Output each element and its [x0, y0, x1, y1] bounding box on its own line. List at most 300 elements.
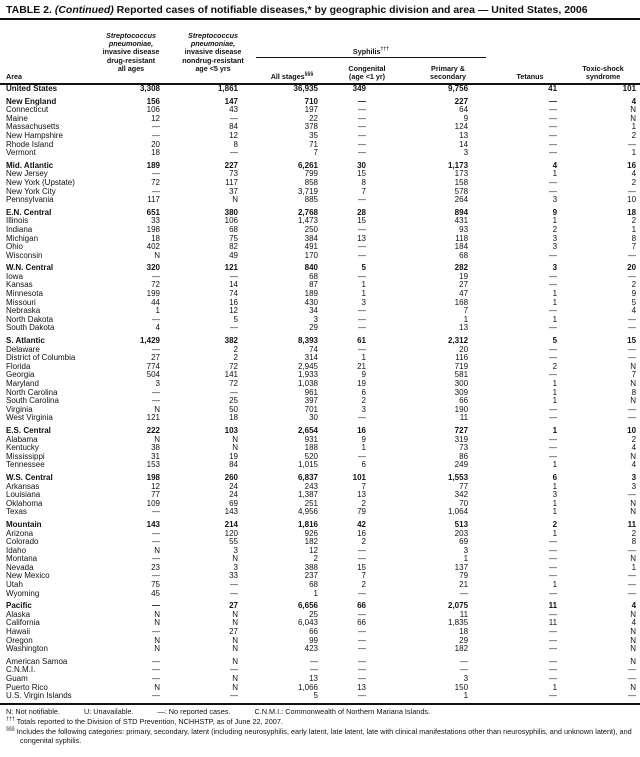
value-cell: —	[549, 271, 558, 281]
value-cell: 3	[313, 314, 318, 324]
value-cell: 117	[225, 177, 238, 187]
value-cell: 6,043	[297, 618, 318, 628]
value-cell: 25	[229, 396, 238, 406]
value-cell: 3	[463, 674, 469, 683]
area-cell: Kansas	[6, 280, 33, 290]
value-cell: —	[628, 545, 637, 555]
value-cell: N	[630, 105, 637, 115]
value-cell: 21	[459, 580, 469, 590]
value-cell: 7	[313, 148, 318, 158]
value-cell: 68	[309, 580, 318, 590]
value-cell: 1	[552, 379, 558, 388]
value-cell: —	[152, 122, 160, 132]
area-cell: Guam	[6, 674, 28, 683]
table-body	[0, 84, 640, 701]
value-cell: —	[628, 404, 637, 414]
value-cell: N	[232, 682, 238, 692]
area-cell: Nebraska	[6, 306, 41, 316]
value-cell: 49	[229, 250, 238, 260]
value-cell: 2	[631, 280, 637, 290]
area-cell: New England	[6, 96, 57, 106]
value-cell: 8	[233, 139, 238, 149]
value-cell: 1	[631, 562, 637, 572]
value-cell: 18	[151, 148, 160, 158]
area-cell: Iowa	[6, 271, 23, 281]
value-cell: —	[358, 113, 366, 123]
value-cell: 198	[146, 224, 160, 234]
value-cell: 1,066	[297, 682, 318, 692]
value-cell: N	[630, 451, 637, 461]
value-cell: —	[549, 443, 558, 453]
value-cell: 384	[304, 233, 318, 243]
table-row	[0, 645, 640, 654]
value-cell: —	[152, 537, 160, 547]
value-cell: —	[549, 451, 558, 461]
value-cell: N	[630, 498, 637, 508]
value-cell: 16	[627, 160, 637, 170]
value-cell: 1,064	[448, 507, 469, 517]
value-cell: —	[358, 242, 366, 252]
value-cell: —	[549, 370, 558, 380]
value-cell: 7	[631, 370, 637, 380]
area-cell: Idaho	[6, 545, 27, 555]
value-cell: 147	[224, 96, 238, 106]
area-cell: Maryland	[6, 379, 39, 388]
value-cell: 504	[146, 370, 160, 380]
value-cell: 6,656	[297, 601, 318, 611]
value-cell: 7	[631, 242, 637, 252]
value-cell: 243	[304, 481, 318, 491]
area-cell: Pacific	[6, 601, 32, 611]
value-cell: 1	[552, 297, 558, 307]
value-cell: N	[630, 113, 637, 123]
value-cell: —	[549, 122, 558, 132]
value-cell: 9	[463, 113, 469, 123]
value-cell: 16	[357, 425, 366, 435]
value-cell: —	[152, 656, 160, 666]
table-row	[0, 333, 640, 346]
value-cell: 926	[304, 528, 318, 538]
area-cell: Delaware	[6, 344, 40, 354]
table-row	[0, 316, 640, 325]
value-cell: 66	[357, 601, 366, 611]
area-cell: New York (Upstate)	[6, 177, 75, 187]
value-cell: —	[358, 674, 366, 683]
value-cell: 13	[357, 490, 366, 500]
value-cell: —	[152, 528, 160, 538]
value-cell: 2,654	[297, 425, 318, 435]
value-cell: 24	[229, 481, 238, 491]
value-cell: 1	[552, 580, 558, 590]
value-cell: —	[549, 537, 558, 547]
table-row	[0, 436, 640, 445]
value-cell: 1	[552, 481, 558, 491]
table-row	[0, 290, 640, 299]
value-cell: N	[630, 554, 637, 564]
value-cell: 378	[304, 122, 318, 132]
value-cell: 18	[151, 233, 160, 243]
area-cell: Montana	[6, 554, 38, 564]
value-cell: 12	[309, 545, 318, 555]
area-cell: C.N.M.I.	[6, 665, 36, 675]
value-cell: —	[549, 635, 558, 645]
table-row	[0, 444, 640, 453]
table-row	[0, 106, 640, 115]
value-cell: 1	[631, 224, 637, 234]
value-cell: 858	[304, 177, 318, 187]
area-cell: Mid. Atlantic	[6, 160, 54, 170]
value-cell: 170	[304, 250, 318, 260]
value-cell: 34	[309, 306, 318, 316]
value-cell: 491	[304, 242, 318, 252]
value-cell: 2	[631, 177, 637, 187]
value-cell: 8	[631, 537, 637, 547]
value-cell: 520	[304, 451, 318, 461]
value-cell: —	[628, 344, 637, 354]
value-cell: N	[232, 656, 238, 666]
value-cell: N	[154, 618, 160, 628]
value-cell: 79	[357, 507, 366, 517]
value-cell: —	[628, 323, 637, 333]
value-cell: —	[549, 353, 558, 363]
area-cell: West Virginia	[6, 413, 53, 423]
value-cell: —	[628, 250, 637, 260]
value-cell: —	[358, 644, 366, 654]
value-cell: 27	[229, 627, 238, 637]
table-row	[0, 196, 640, 205]
value-cell: 37	[229, 186, 238, 196]
value-cell: 1,835	[448, 618, 469, 628]
area-cell: Colorado	[6, 537, 39, 547]
value-cell: 2	[233, 344, 238, 354]
value-cell: —	[152, 627, 160, 637]
value-cell: 3	[155, 379, 160, 388]
value-cell: 8	[631, 233, 637, 243]
footnote-sections: §§§ Includes the following categories: primary, secondary, latent (including neurosyphilis, early latent, late latent, late with clinical manifestations other than neurosyphilis, and unknown latent), and congenital syphilis.	[6, 726, 632, 746]
value-cell: 1,816	[297, 519, 318, 529]
value-cell: 15	[357, 169, 366, 179]
value-cell: 799	[304, 169, 318, 179]
value-cell: —	[549, 130, 558, 140]
value-cell: 203	[454, 528, 469, 538]
value-cell: N	[232, 434, 238, 444]
value-cell: 2	[361, 498, 366, 508]
value-cell: 72	[229, 361, 238, 371]
all-stages-footnote-marker: §§§	[304, 71, 314, 78]
value-cell: —	[628, 139, 637, 149]
value-cell: 82	[229, 242, 238, 252]
value-cell: N	[630, 507, 637, 517]
area-cell: Georgia	[6, 370, 35, 380]
value-cell: 18	[627, 207, 637, 217]
value-cell: —	[358, 413, 366, 423]
col-header-tetanus: Tetanus	[494, 20, 566, 84]
area-cell: New York City	[6, 186, 56, 196]
value-cell: 33	[151, 216, 160, 226]
table-row	[0, 692, 640, 701]
value-cell: 11	[459, 609, 469, 619]
value-cell: —	[549, 96, 558, 106]
value-cell: 25	[309, 609, 318, 619]
value-cell: 1	[552, 387, 558, 397]
table-row	[0, 530, 640, 539]
value-cell: —	[152, 169, 160, 179]
value-cell: 3	[552, 242, 558, 252]
value-cell: 15	[627, 336, 637, 346]
value-cell: —	[549, 571, 558, 581]
value-cell: 2	[552, 224, 558, 234]
value-cell: 103	[224, 425, 238, 435]
value-cell: 402	[146, 242, 160, 252]
value-cell: 116	[455, 353, 469, 363]
value-cell: —	[549, 627, 558, 637]
value-cell: —	[549, 148, 558, 158]
value-cell: —	[549, 691, 558, 701]
table-row	[0, 299, 640, 308]
value-cell: 143	[146, 519, 160, 529]
value-cell: —	[230, 580, 238, 590]
value-cell: 4,956	[297, 507, 318, 517]
value-cell: 264	[454, 195, 469, 205]
value-cell: —	[358, 139, 366, 149]
footnote-daggers-marker: †††	[6, 716, 15, 723]
value-cell: 74	[309, 344, 318, 354]
value-cell: 214	[224, 519, 238, 529]
col-header-area: Area	[0, 20, 88, 84]
value-cell: 121	[224, 263, 238, 273]
value-cell: —	[358, 588, 366, 598]
value-cell: —	[549, 562, 558, 572]
value-cell: —	[358, 130, 366, 140]
table-row	[0, 158, 640, 171]
value-cell: 237	[304, 571, 318, 581]
table-row	[0, 281, 640, 290]
table-row	[0, 555, 640, 564]
value-cell: N	[232, 635, 238, 645]
value-cell: 1	[463, 554, 469, 564]
value-cell: 143	[224, 507, 238, 517]
value-cell: —	[358, 545, 366, 555]
value-cell: 2	[631, 528, 637, 538]
value-cell: 19	[229, 451, 238, 461]
table-row	[0, 423, 640, 436]
value-cell: 2,945	[297, 361, 318, 371]
value-cell: —	[628, 314, 637, 324]
value-cell: 2	[233, 353, 238, 363]
value-cell: 74	[229, 289, 238, 299]
value-cell: 1	[552, 498, 558, 508]
value-cell: 5	[233, 314, 238, 324]
value-cell: 1	[552, 396, 558, 406]
value-cell: 7	[361, 481, 366, 491]
table-row	[0, 675, 640, 684]
value-cell: —	[230, 323, 238, 333]
value-cell: 710	[304, 96, 318, 106]
area-cell: Wyoming	[6, 588, 40, 598]
value-cell: —	[549, 404, 558, 414]
area-cell: New Hampshire	[6, 130, 63, 140]
table-row	[0, 307, 640, 316]
value-cell: 24	[229, 490, 238, 500]
value-cell: 190	[454, 404, 469, 414]
value-cell: 3	[552, 263, 558, 273]
value-cell: 1,173	[448, 160, 469, 170]
value-cell: 5	[361, 263, 366, 273]
notifiable-diseases-table	[0, 20, 640, 701]
value-cell: —	[460, 588, 469, 598]
col-header-congenital: Congenital (age <1 yr)	[332, 58, 402, 84]
value-cell: 3,719	[297, 186, 318, 196]
table-row	[0, 397, 640, 406]
value-cell: —	[230, 691, 238, 701]
table-row	[0, 406, 640, 415]
col-header-all-stages: All stages§§§	[252, 58, 332, 84]
value-cell: 894	[454, 207, 469, 217]
area-cell: California	[6, 618, 40, 628]
area-cell: Indiana	[6, 224, 33, 234]
value-cell: 150	[454, 682, 469, 692]
value-cell: 101	[352, 472, 366, 482]
value-cell: 42	[357, 519, 366, 529]
value-cell: —	[152, 396, 160, 406]
value-cell: 227	[224, 160, 238, 170]
value-cell: 73	[229, 169, 238, 179]
table-row	[0, 547, 640, 556]
value-cell: 101	[622, 84, 637, 93]
value-cell: 342	[454, 490, 469, 500]
value-cell: 124	[454, 122, 469, 132]
value-cell: N	[232, 674, 238, 683]
value-cell: 3	[361, 404, 366, 414]
value-cell: 55	[229, 537, 238, 547]
value-cell: 33	[229, 571, 238, 581]
table-row	[0, 217, 640, 226]
value-cell: —	[358, 635, 366, 645]
value-cell: 397	[304, 396, 318, 406]
value-cell: 1	[552, 528, 558, 538]
value-cell: 4	[631, 460, 637, 470]
value-cell: 5	[313, 691, 318, 701]
value-cell: 4	[631, 306, 637, 316]
value-cell: 198	[146, 472, 160, 482]
col-header-strep-drug-resistant: Streptococcus pneumoniae, invasive disease drug-resistant all ages	[88, 20, 174, 84]
value-cell: 182	[454, 644, 469, 654]
table-row	[0, 324, 640, 333]
table-row	[0, 149, 640, 158]
value-cell: —	[549, 186, 558, 196]
value-cell: 3,308	[139, 84, 160, 93]
value-cell: —	[549, 644, 558, 654]
value-cell: 12	[151, 113, 160, 123]
value-cell: 349	[352, 84, 366, 93]
value-cell: 19	[357, 379, 366, 388]
value-cell: —	[628, 580, 637, 590]
value-cell: 1	[361, 353, 366, 363]
value-cell: 106	[146, 105, 160, 115]
value-cell: —	[152, 691, 160, 701]
value-cell: —	[628, 571, 637, 581]
area-cell: E.S. Central	[6, 425, 51, 435]
table-row	[0, 564, 640, 573]
value-cell: 118	[455, 233, 469, 243]
value-cell: 66	[357, 618, 366, 628]
table-row	[0, 414, 640, 423]
table-row	[0, 500, 640, 509]
value-cell: —	[358, 122, 366, 132]
syphilis-footnote-marker: †††	[380, 46, 390, 53]
table-row	[0, 363, 640, 372]
value-cell: 9,756	[448, 84, 469, 93]
value-cell: 2	[313, 554, 318, 564]
value-cell: —	[549, 588, 558, 598]
value-cell: 1,038	[297, 379, 318, 388]
value-cell: 380	[224, 207, 238, 217]
value-cell: 50	[229, 404, 238, 414]
table-row	[0, 666, 640, 675]
value-cell: 15	[357, 216, 366, 226]
value-cell: 15	[357, 562, 366, 572]
area-cell: Missouri	[6, 297, 36, 307]
value-cell: 1,429	[139, 336, 160, 346]
value-cell: 20	[627, 263, 637, 273]
value-cell: —	[628, 271, 637, 281]
value-cell: 6	[361, 387, 366, 397]
value-cell: —	[549, 656, 558, 666]
value-cell: 36,935	[293, 84, 318, 93]
table-row	[0, 654, 640, 667]
syphilis-group-label: Syphilis†††	[256, 48, 486, 58]
value-cell: N	[154, 635, 160, 645]
table-row	[0, 115, 640, 124]
area-cell: Washington	[6, 644, 48, 654]
value-cell: N	[154, 545, 160, 555]
value-cell: 99	[309, 635, 318, 645]
value-cell: 3	[233, 545, 238, 555]
value-cell: 28	[357, 207, 366, 217]
value-cell: —	[358, 627, 366, 637]
value-cell: 18	[229, 413, 238, 423]
table-title-prefix: TABLE 2.	[6, 4, 52, 16]
value-cell: 282	[454, 263, 469, 273]
value-cell: 13	[357, 682, 366, 692]
value-cell: 120	[224, 528, 238, 538]
value-cell: —	[152, 674, 160, 683]
value-cell: 1	[463, 314, 469, 324]
value-cell: 173	[454, 169, 469, 179]
value-cell: 10	[627, 425, 637, 435]
footnotes-section	[0, 703, 640, 746]
value-cell: 1	[313, 588, 318, 598]
value-cell: 1,861	[217, 84, 238, 93]
value-cell: 5	[552, 336, 558, 346]
value-cell: —	[152, 130, 160, 140]
value-cell: —	[358, 656, 366, 666]
value-cell: 75	[229, 233, 238, 243]
value-cell: 4	[631, 443, 637, 453]
value-cell: 137	[454, 562, 469, 572]
value-cell: 75	[151, 580, 160, 590]
area-cell: Oregon	[6, 635, 33, 645]
value-cell: N	[154, 609, 160, 619]
value-cell: 117	[147, 195, 160, 205]
value-cell: 30	[357, 160, 366, 170]
table-row	[0, 141, 640, 150]
value-cell: —	[628, 674, 637, 683]
table-row	[0, 581, 640, 590]
value-cell: 22	[309, 113, 318, 123]
value-cell: 197	[304, 105, 318, 115]
table-row	[0, 538, 640, 547]
